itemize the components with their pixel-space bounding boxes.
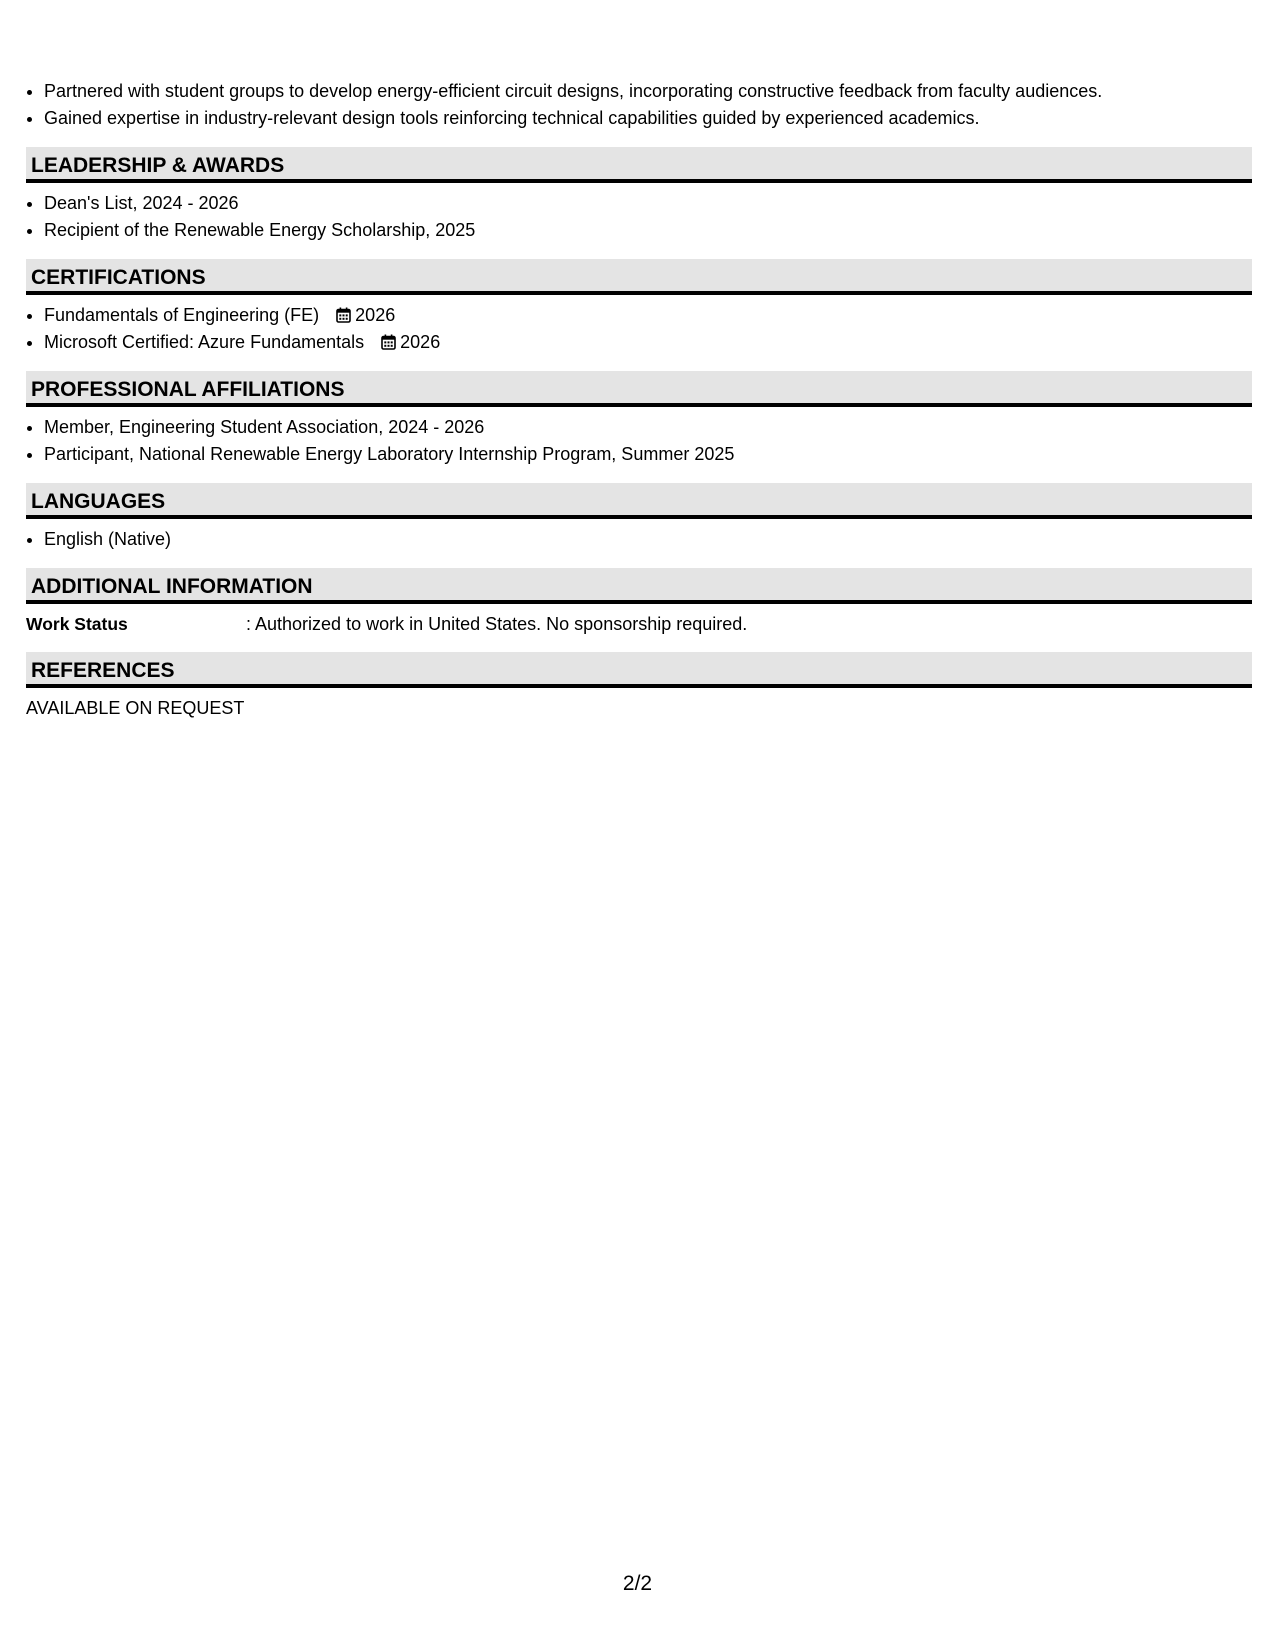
experience-bullet: • Partnered with student groups to develop energy-efficient circuit designs, incorporating constructive feedback from faculty audiences. <box>44 78 1252 105</box>
work-status-label: Work Status <box>26 614 128 634</box>
section-title-leadership: LEADERSHIP & AWARDS <box>26 147 1252 183</box>
affiliation-item: • Member, Engineering Student Association, 2024 - 2026 <box>44 414 1252 441</box>
certification-date-group <box>381 332 440 352</box>
affiliation-item: • Participant, National Renewable Energy Laboratory Internship Program, Summer 2025 <box>44 441 1252 468</box>
work-status-row <box>26 611 1252 637</box>
section-title-references: REFERENCES <box>26 652 1252 688</box>
page-number: 2/2 <box>622 1572 653 1595</box>
certification-name: Fundamentals of Engineering (FE) <box>44 305 320 325</box>
certification-date: 2026 <box>400 332 441 352</box>
resume-page <box>26 78 1252 721</box>
calendar-icon <box>381 334 396 350</box>
leadership-item: • Recipient of the Renewable Energy Scholarship, 2025 <box>44 217 1252 244</box>
experience-bullet-list <box>26 78 1252 132</box>
certification-item <box>44 302 1252 329</box>
section-title-additional-information: ADDITIONAL INFORMATION <box>26 568 1252 604</box>
work-status-value: : Authorized to work in United States. No sponsorship required. <box>246 614 748 634</box>
certifications-list <box>26 302 1252 356</box>
leadership-list <box>26 190 1252 244</box>
calendar-icon <box>336 307 351 323</box>
certification-name: Microsoft Certified: Azure Fundamentals <box>44 332 365 352</box>
certification-date-group <box>336 305 395 325</box>
leadership-item: • Dean's List, 2024 - 2026 <box>44 190 1252 217</box>
affiliations-list <box>26 414 1252 468</box>
section-title-certifications: CERTIFICATIONS <box>26 259 1252 295</box>
experience-bullet: • Gained expertise in industry-relevant design tools reinforcing technical capabilities guided by experienced academics. <box>44 105 1252 132</box>
section-title-affiliations: PROFESSIONAL AFFILIATIONS <box>26 371 1252 407</box>
section-title-languages: LANGUAGES <box>26 483 1252 519</box>
certification-item <box>44 329 1252 356</box>
certification-date: 2026 <box>355 305 396 325</box>
references-text: AVAILABLE ON REQUEST <box>26 698 245 718</box>
language-item: • English (Native) <box>44 526 1252 553</box>
languages-list <box>26 526 1252 553</box>
